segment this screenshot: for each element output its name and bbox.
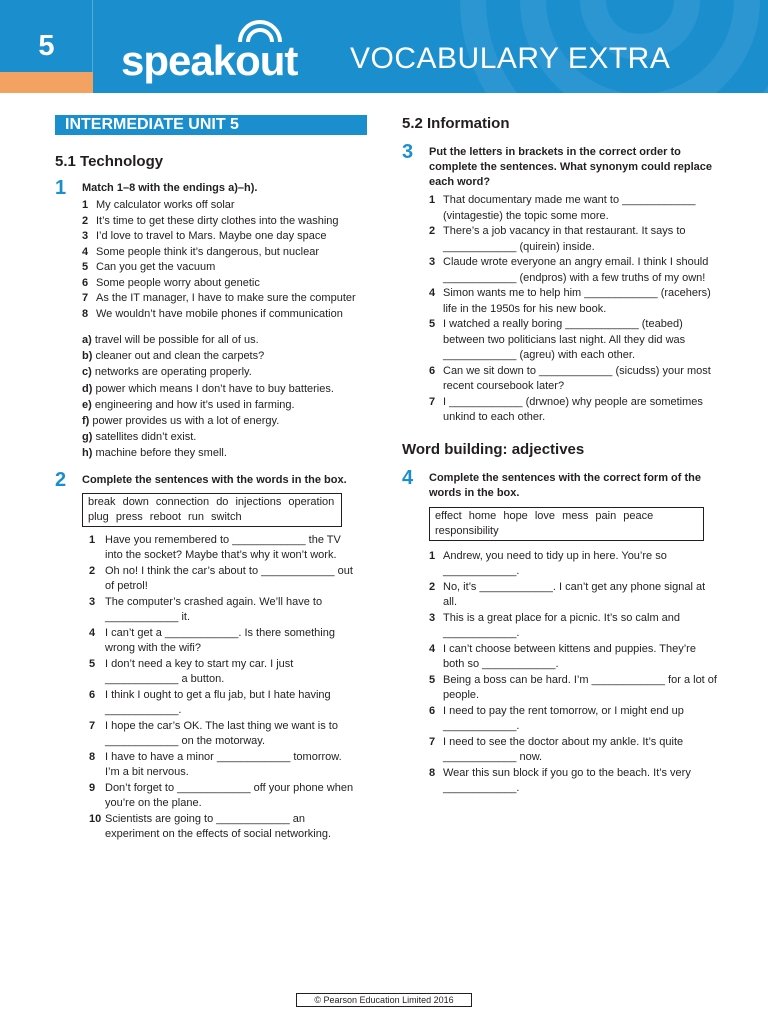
list-item bbox=[429, 286, 718, 317]
item-text: I ____________ (drwnoe) why people are sometimes unkind to each other. bbox=[443, 395, 703, 423]
list-item bbox=[82, 413, 370, 429]
item-number: 6 bbox=[429, 364, 436, 377]
item-text: Being a boss can be hard. I’m ____________ for a lot of people. bbox=[443, 673, 717, 701]
list-item bbox=[429, 766, 718, 797]
list-item bbox=[429, 364, 718, 395]
list-item bbox=[429, 735, 718, 766]
item-text: I need to see the doctor about my ankle. It’s quite ____________ now. bbox=[443, 735, 684, 763]
item-number: 9 bbox=[89, 781, 96, 794]
list-item bbox=[89, 688, 354, 719]
item-number: 5 bbox=[89, 657, 96, 670]
list-item bbox=[82, 364, 370, 380]
exercise-3-items bbox=[429, 193, 718, 426]
exercise-4-items bbox=[429, 549, 718, 797]
item-number: 3 bbox=[429, 256, 436, 268]
list-item bbox=[429, 642, 718, 673]
list-item bbox=[429, 224, 718, 255]
item-number: 7 bbox=[82, 292, 89, 304]
list-item bbox=[82, 198, 370, 214]
item-text: I can’t get a ____________. Is there something wrong with the wifi? bbox=[105, 626, 335, 655]
item-text: I need to pay the rent tomorrow, or I might end up ____________. bbox=[443, 704, 684, 732]
item-number: d) bbox=[82, 382, 93, 395]
section-title-information: 5.2 Information bbox=[402, 115, 510, 132]
list-item bbox=[82, 214, 370, 230]
item-number: 2 bbox=[429, 225, 436, 237]
list-item bbox=[429, 580, 718, 611]
item-number: e) bbox=[82, 398, 92, 411]
item-number: 8 bbox=[429, 766, 436, 779]
item-text: Claude wrote everyone an angry email. I think I should ____________ (endpros) with a few truths of my own! bbox=[443, 256, 709, 284]
item-number: f) bbox=[82, 415, 90, 428]
item-text: No, it’s ____________. I can’t get any phone signal at all. bbox=[443, 580, 706, 608]
list-item bbox=[89, 719, 354, 750]
item-number: 1 bbox=[429, 549, 436, 562]
item-number: 6 bbox=[89, 688, 96, 701]
exercise-3 bbox=[402, 141, 718, 426]
item-number: 4 bbox=[89, 626, 96, 639]
item-text: Some people think it’s dangerous, but nuclear bbox=[96, 245, 319, 258]
list-item bbox=[82, 260, 370, 276]
item-text: The computer’s crashed again. We’ll have to ____________ it. bbox=[105, 595, 323, 624]
list-item bbox=[89, 812, 354, 843]
exercise-number: 3 bbox=[402, 141, 414, 163]
unit-banner: INTERMEDIATE UNIT 5 bbox=[55, 115, 367, 135]
item-number: h) bbox=[82, 447, 93, 460]
list-item bbox=[429, 255, 718, 286]
exercise-number: 1 bbox=[55, 177, 67, 199]
list-item bbox=[429, 704, 718, 735]
exercise-rubric: Match 1–8 with the endings a)–h). bbox=[82, 182, 258, 194]
list-item bbox=[429, 611, 718, 642]
item-text: travel will be possible for all of us. bbox=[94, 334, 259, 346]
exercise-rubric: Put the letters in brackets in the correct order to complete the sentences. What synonym could replace each word? bbox=[429, 146, 713, 188]
item-number: 10 bbox=[89, 812, 102, 825]
item-number: 5 bbox=[82, 261, 89, 273]
list-item bbox=[429, 673, 718, 704]
list-item bbox=[429, 549, 718, 580]
item-number: a) bbox=[82, 334, 92, 346]
item-number: 6 bbox=[429, 704, 436, 717]
list-item bbox=[82, 381, 370, 397]
unit-number: 5 bbox=[38, 30, 55, 62]
speakout-logo: speakout bbox=[121, 37, 298, 84]
item-text: networks are operating properly. bbox=[94, 366, 252, 379]
exercise-1-endings bbox=[82, 332, 370, 462]
item-text: power which means I don’t have to buy batteries. bbox=[95, 382, 334, 395]
item-text: machine before they smell. bbox=[95, 447, 227, 460]
list-item bbox=[429, 317, 718, 364]
copyright-footer: © Pearson Education Limited 2016 bbox=[296, 993, 472, 1007]
item-text: My calculator works off solar bbox=[96, 199, 235, 211]
item-number: 3 bbox=[89, 595, 96, 608]
exercise-1-items bbox=[82, 198, 370, 322]
exercise-number: 4 bbox=[402, 466, 414, 489]
right-column bbox=[402, 115, 718, 797]
unit-number-box bbox=[0, 0, 93, 72]
item-number: 2 bbox=[89, 564, 96, 577]
list-item bbox=[89, 781, 354, 812]
item-text: power provides us with a lot of energy. bbox=[92, 415, 280, 428]
list-item bbox=[82, 245, 370, 261]
accent-bar bbox=[0, 72, 93, 93]
list-item bbox=[429, 193, 718, 224]
exercise-rubric: Complete the sentences with the words in the box. bbox=[82, 473, 347, 486]
item-number: 7 bbox=[429, 395, 436, 408]
word-box: effect home hope love mess pain peace responsibility bbox=[429, 507, 704, 541]
item-text: I hope the car’s OK. The last thing we want is to ____________ on the motorway. bbox=[105, 719, 338, 748]
item-number: g) bbox=[82, 431, 93, 444]
page-title: VOCABULARY EXTRA bbox=[350, 42, 671, 75]
item-number: c) bbox=[82, 366, 92, 379]
item-text: Andrew, you need to tidy up in here. You’re so ____________. bbox=[443, 549, 667, 577]
list-item bbox=[82, 429, 370, 445]
exercise-number: 2 bbox=[55, 468, 67, 491]
item-text: Wear this sun block if you go to the beach. It’s very ____________. bbox=[443, 766, 691, 794]
exercise-2 bbox=[55, 468, 370, 843]
list-item bbox=[82, 445, 370, 461]
item-number: 8 bbox=[89, 750, 96, 763]
item-text: This is a great place for a picnic. It’s so calm and ____________. bbox=[443, 611, 681, 639]
item-text: engineering and how it’s used in farming. bbox=[94, 398, 295, 411]
item-number: 1 bbox=[82, 199, 89, 211]
item-number: 2 bbox=[82, 214, 89, 227]
item-text: It’s time to get these dirty clothes into the washing bbox=[96, 214, 339, 227]
item-text: Can you get the vacuum bbox=[96, 261, 216, 273]
section-title-word-building: Word building: adjectives bbox=[402, 440, 585, 458]
item-text: cleaner out and clean the carpets? bbox=[95, 350, 265, 363]
item-text: We wouldn’t have mobile phones if communication bbox=[96, 307, 343, 320]
item-text: satellites didn’t exist. bbox=[95, 431, 197, 444]
item-text: Can we sit down to ____________ (sicudss) your most recent coursebook later? bbox=[443, 364, 711, 392]
item-number: 6 bbox=[82, 276, 89, 289]
list-item bbox=[89, 750, 354, 781]
item-text: As the IT manager, I have to make sure the computer bbox=[96, 292, 356, 304]
list-item bbox=[82, 307, 370, 323]
item-number: 1 bbox=[429, 194, 436, 206]
left-column bbox=[55, 115, 370, 843]
item-number: 1 bbox=[89, 533, 96, 546]
item-number: 4 bbox=[82, 245, 89, 258]
item-text: Oh no! I think the car’s about to ____________ out of petrol! bbox=[105, 564, 353, 593]
list-item bbox=[429, 395, 718, 426]
list-item bbox=[82, 332, 370, 348]
item-number: 4 bbox=[429, 642, 436, 655]
item-text: Have you remembered to ____________ the TV into the socket? Maybe that’s why it won’t work. bbox=[105, 533, 341, 562]
list-item bbox=[82, 291, 370, 307]
item-text: Don’t forget to ____________ off your phone when you’re on the plane. bbox=[105, 781, 354, 810]
list-item bbox=[89, 595, 354, 626]
exercise-rubric: Complete the sentences with the correct form of the words in the box. bbox=[429, 471, 701, 499]
item-number: 5 bbox=[429, 673, 436, 686]
list-item bbox=[82, 229, 370, 245]
exercise-1 bbox=[55, 177, 370, 322]
item-text: That documentary made me want to ____________ (vintagestie) the topic some more. bbox=[443, 194, 696, 222]
list-item bbox=[89, 564, 354, 595]
item-text: I have to have a minor ____________ tomorrow. I’m a bit nervous. bbox=[105, 750, 342, 779]
list-item bbox=[82, 348, 370, 364]
exercise-4 bbox=[402, 466, 718, 797]
list-item bbox=[89, 533, 354, 564]
item-text: There’s a job vacancy in that restaurant. It says to ____________ (quirein) inside. bbox=[443, 225, 686, 253]
item-text: Simon wants me to help him ____________ (racehers) life in the 1950s for his new book. bbox=[443, 287, 711, 315]
item-text: I’d love to travel to Mars. Maybe one day space bbox=[96, 230, 327, 242]
item-text: I think I ought to get a flu jab, but I hate having ____________. bbox=[105, 688, 331, 717]
item-number: b) bbox=[82, 350, 93, 363]
list-item bbox=[82, 276, 370, 292]
item-number: 7 bbox=[89, 719, 96, 732]
item-text: I watched a really boring ____________ (teabed) between two politicians last night. All they did was ____________ (agreu) with each other. bbox=[443, 318, 686, 361]
item-number: 3 bbox=[82, 230, 89, 242]
item-text: I don’t need a key to start my car. I just ____________ a button. bbox=[105, 657, 294, 686]
item-text: Some people worry about genetic bbox=[96, 276, 260, 289]
item-text: I can’t choose between kittens and puppies. They’re both so ____________. bbox=[443, 642, 696, 670]
exercise-2-items bbox=[89, 533, 354, 843]
item-number: 8 bbox=[82, 307, 89, 320]
item-number: 7 bbox=[429, 735, 436, 748]
item-number: 5 bbox=[429, 318, 436, 330]
item-number: 2 bbox=[429, 580, 436, 593]
list-item bbox=[82, 397, 370, 413]
list-item bbox=[89, 657, 354, 688]
word-box: break down connection do injections operation plug press reboot run switch bbox=[82, 493, 342, 527]
item-number: 4 bbox=[429, 287, 436, 299]
section-title-technology: 5.1 Technology bbox=[55, 153, 164, 170]
list-item bbox=[89, 626, 354, 657]
item-text: Scientists are going to ____________ an experiment on the effects of social networking. bbox=[105, 812, 332, 841]
item-number: 3 bbox=[429, 611, 436, 624]
